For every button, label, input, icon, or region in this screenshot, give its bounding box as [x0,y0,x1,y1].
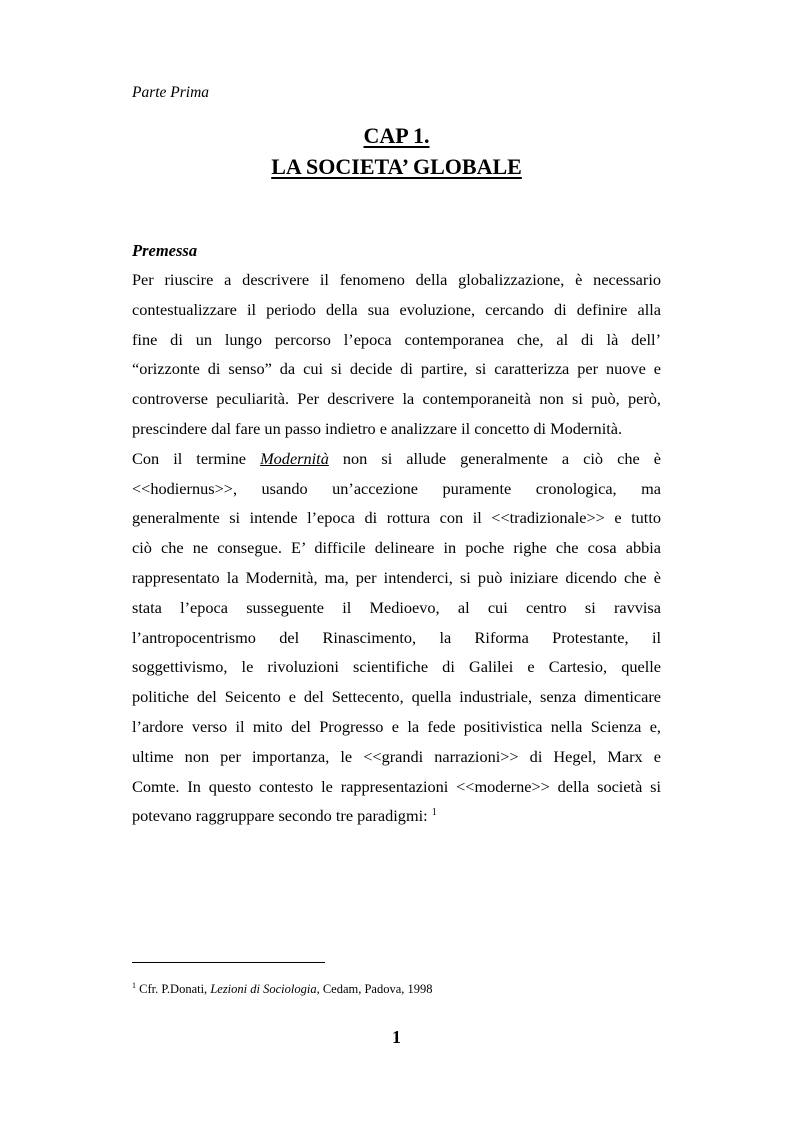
text-line: fine di un lungo percorso l’epoca contemporanea che, al di là dell’ [132,329,661,349]
emphasized-term: Modernità [260,448,329,468]
text-line-modernita [132,444,661,474]
text-line: contestualizzare il periodo della sua evoluzione, cercando di definire alla [132,299,661,319]
text-line: Comte. In questo contesto le rappresentazioni <<moderne>> della società si [132,776,661,796]
text-line: Per riuscire a descrivere il fenomeno della globalizzazione, è necessario [132,270,661,289]
text-line: generalmente si intende l’epoca di rottura con il <<tradizionale>> e tutto [132,508,661,528]
text-segment: Con il termine [132,448,261,468]
text-line: l’antropocentrismo del Rinascimento, la Riforma Protestante, il [132,627,661,647]
text-line: <<hodiernus>>, usando un’accezione puramente cronologica, ma [132,478,661,498]
text-line: “orizzonte di senso” da cui si decide di partire, si caratterizza per nuove e [132,359,661,379]
footnote-book-title: Lezioni di Sociologia [210,982,317,996]
text-line: rappresentato la Modernità, ma, per intenderci, si può iniziare dicendo che è [132,567,661,587]
text-line: ciò che ne consegue. E’ difficile delineare in poche righe che cosa abbia [132,538,661,558]
text-line: controverse peculiarità. Per descrivere la contemporaneità non si può, però, [132,389,661,409]
section-label: Parte Prima [132,84,210,101]
chapter-title: LA SOCIETA’ GLOBALE [271,154,522,179]
page-number: 1 [392,1027,401,1047]
body-text [132,265,661,831]
chapter-number: CAP 1. [363,123,430,148]
text-segment: potevano raggruppare secondo tre paradigmi: [132,806,432,826]
footnote-marker: 1 [132,981,136,990]
text-line: stata l’epoca susseguente il Medioevo, al cui centro si ravvisa [132,597,661,617]
section-heading: Premessa [132,241,198,260]
footnote-suffix: , Cedam, Padova, 1998 [316,982,433,996]
text-line: prescindere dal fare un passo indietro e analizzare il concetto di Modernità. [132,418,623,438]
text-line-last [132,801,661,831]
footnote-divider [132,962,325,963]
footnote-reference[interactable]: 1 [431,807,437,819]
text-segment: non si allude generalmente a ciò che è [328,448,662,468]
text-line: l’ardore verso il mito del Progresso e la fede positivistica nella Scienza e, [132,716,661,736]
footnote-prefix: Cfr. P.Donati, [136,982,211,996]
text-line: soggettivismo, le rivoluzioni scientifiche di Galilei e Cartesio, quelle [132,657,661,677]
text-line: ultime non per importanza, le <<grandi narrazioni>> di Hegel, Marx e [132,746,661,766]
text-line: politiche del Seicento e del Settecento, quella industriale, senza dimenticare [132,687,661,707]
footnote [132,982,433,997]
